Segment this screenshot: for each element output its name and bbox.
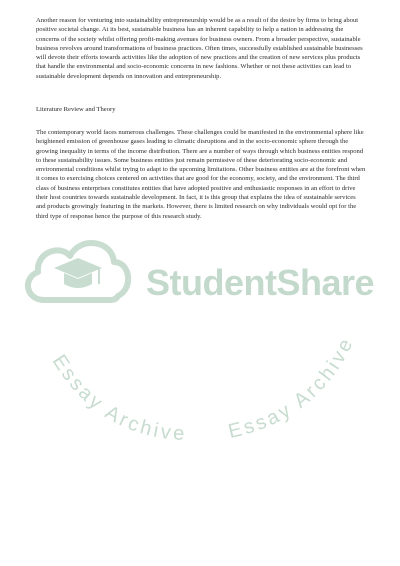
watermark-arc-left: Essay Archive xyxy=(47,350,188,446)
body-paragraph: Another reason for venturing into sustainability entrepreneurship would be as a result of the desire by firms to bring about positive societal change. At its best, sustainable business has an inherent capability to help a nation in addressing the concerns of the society whilst offering profit-making avenues for business owners. From a broader perspective, sustainable business revolves around transformations of business practices. Often times, successfully established sustainable businesses will devote their efforts towards activities like the adoption of new practices and the creation of new services plus products that handle the environmental and socio-economic concerns in new fashions. Whether or not these activities can lead to sustainable development depends on innovation and entrepreneurship. xyxy=(36,17,363,80)
watermark-brand: StudentShare xyxy=(146,262,375,303)
body-paragraph: The contemporary world faces numerous challenges. These challenges could be manifested in the environmental sphere like heightened emission of greenhouse gases leading to climatic disruptions and in the socio-economic sphere through the growing inequality in terms of the income distribution. There are a number of ways through which business entities respond to these sustainability issues. Some business entities just remain permissive of these deteriorating socio-economic and environmental conditions whilst trying to adapt to the upcoming limitations. Other business entities are at the forefront when it comes to exercising choices centered on activities that are good for the economy, society, and the environment. The third class of business enterprises constitutes entities that have adopted positive and enthusiastic responses in an effort to drive their host countries towards sustainable development. In fact, it is this group that explains the idea of sustainable services and products growingly featuring in the markets. However, there is limited research on why individuals would opt for the third type of response hence the purpose of this research study. xyxy=(36,129,366,220)
graduation-cap-cloud-icon xyxy=(28,243,128,300)
section-heading: Literature Review and Theory xyxy=(36,106,116,113)
watermark-arc-right: Essay Archive xyxy=(226,333,359,443)
